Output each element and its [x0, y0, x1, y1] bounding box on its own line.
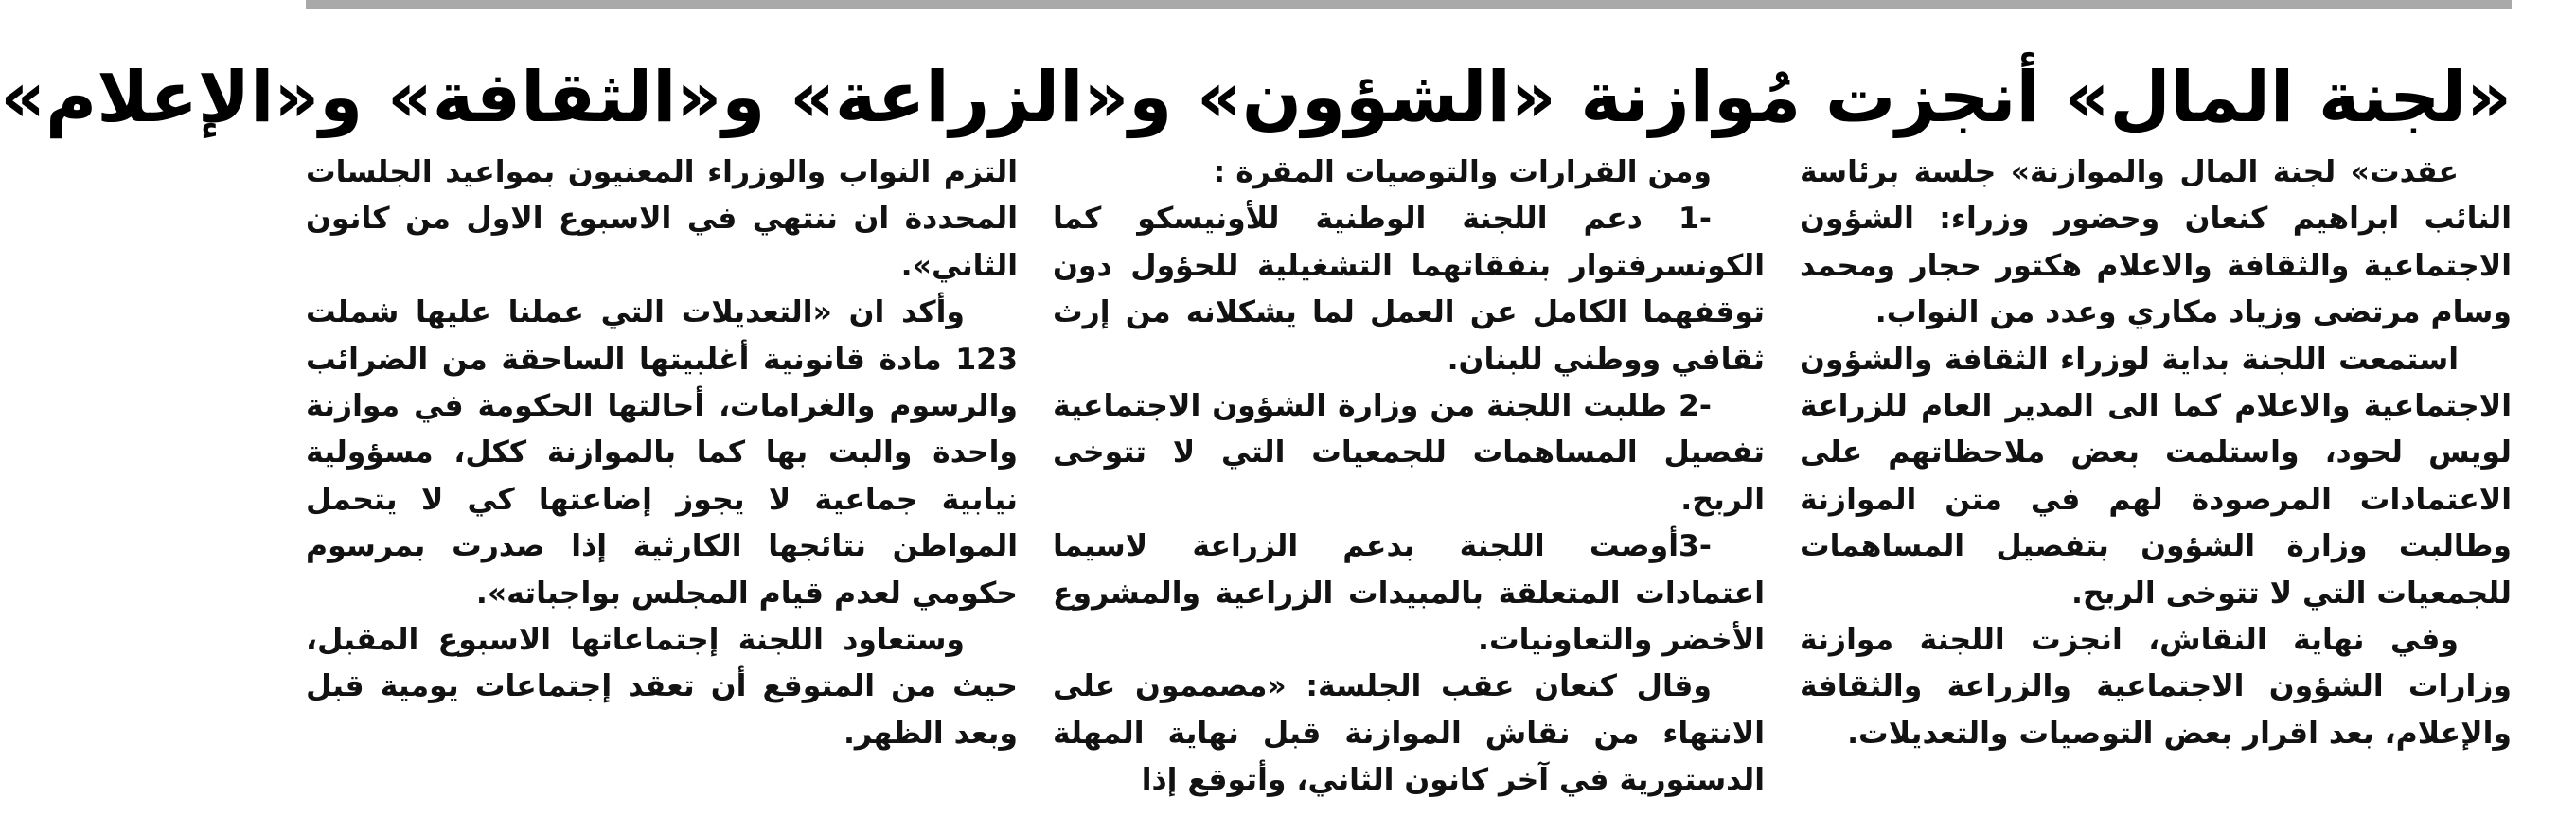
paragraph: -1 دعم اللجنة الوطنية للأونيسكو كما الكونسرفتوار بنفقاتهما التشغيلية للحؤول دون توقفهما الكامل عن العمل لما يشكلانه من إرث ثقافي ووطني للبنان. [1053, 202, 1765, 377]
paragraph: استمعت اللجنة بداية لوزراء الثقافة والشؤون الاجتماعية والاعلام كما الى المدير العام للزراعة لويس لحود، واستلمت بعض ملاحظاتهم على الاعتمادات المرصودة لهم في متن الموازنة وطالبت وزارة الشؤون بتفصيل المساهمات للجمعيات التي لا تتوخى الربح. [1800, 342, 2512, 611]
article-column-1 [1800, 150, 2512, 812]
article-column-2 [1053, 150, 1765, 812]
paragraph: وفي نهاية النقاش، انجزت اللجنة موازنة وزارات الشؤون الاجتماعية والزراعة والثقافة والإعلام، بعد اقرار بعض التوصيات والتعديلات. [1800, 623, 2512, 751]
article-headline: «لجنة المال» أنجزت مُوازنة «الشؤون» و«الزراعة» و«الثقافة» و«الإعلام» [0, 57, 2512, 138]
article-column-3 [306, 150, 1018, 812]
paragraph: عقدت» لجنة المال والموازنة» جلسة برئاسة النائب ابراهيم كنعان وحضور وزراء: الشؤون الاجتماعية والثقافة والاعلام هكتور حجار ومحمد وسام مرتضى وزياد مكاري وعدد من النواب. [1800, 155, 2512, 330]
paragraph: -2 طلبت اللجنة من وزارة الشؤون الاجتماعية تفصيل المساهمات للجمعيات التي لا تتوخى الربح. [1053, 389, 1765, 517]
top-rule [306, 0, 2512, 9]
paragraph: وستعاود اللجنة إجتماعاتها الاسبوع المقبل، حيث من المتوقع أن تعقد إجتماعات يومية قبل وبعد الظهر. [306, 623, 1018, 751]
paragraph: -3أوصت اللجنة بدعم الزراعة لاسيما اعتمادات المتعلقة بالمبيدات الزراعية والمشروع الأخضر والتعاونيات. [1053, 529, 1765, 658]
paragraph: ومن القرارات والتوصيات المقرة : [1213, 155, 1712, 189]
paragraph: وقال كنعان عقب الجلسة: «مصممون على الانتهاء من نقاش الموازنة قبل نهاية المهلة الدستورية في آخر كانون الثاني، وأتوقع إذا [1053, 669, 1765, 798]
article-columns [306, 150, 2512, 812]
paragraph: التزم النواب والوزراء المعنيون بمواعيد الجلسات المحددة ان ننتهي في الاسبوع الاول من كانون الثاني». [306, 155, 1018, 283]
paragraph: وأكد ان «التعديلات التي عملنا عليها شملت 123 مادة قانونية أغلبيتها الساحقة من الضرائب والرسوم والغرامات، أحالتها الحكومة في موازنة واحدة والبت بها كما بالموازنة ككل، مسؤولية نيابية جماعية لا يجوز إضاعتها كي لا يتحمل المواطن نتائجها الكارثية إذا صدرت بمرسوم حكومي لعدم قيام المجلس بواجباته». [306, 295, 1018, 611]
